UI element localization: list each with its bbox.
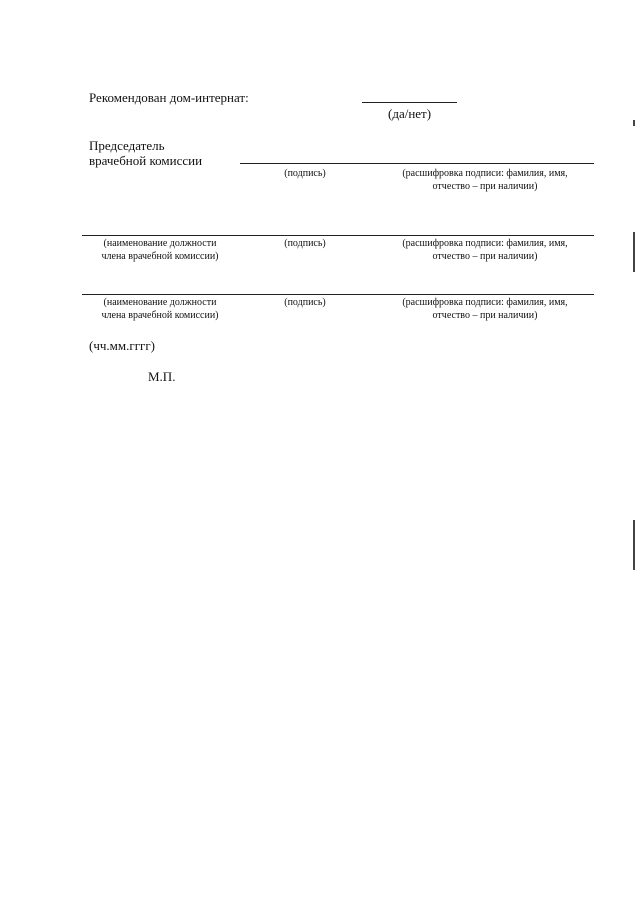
chairman-decode-caption-line2: отчество – при наличии): [432, 181, 538, 192]
stamp-place: М.П.: [148, 369, 176, 384]
recommend-label: Рекомендован дом-интернат:: [89, 90, 249, 105]
member-position-caption-line2: члена врачебной комиссии): [101, 310, 219, 321]
member-position-caption-line2: члена врачебной комиссии): [101, 251, 219, 262]
scan-edge-mark: [633, 232, 635, 272]
member-signature-line[interactable]: [82, 235, 594, 236]
scan-edge-mark: [633, 120, 635, 126]
member-signature-line[interactable]: [82, 294, 594, 295]
member-decode-caption-line2: отчество – при наличии): [432, 251, 538, 262]
member-position-caption-line1: (наименование должности: [103, 297, 217, 308]
member-signature-caption: (подпись): [284, 238, 326, 249]
chairman-signature-caption: (подпись): [284, 168, 326, 179]
member-decode-caption-line2: отчество – при наличии): [432, 310, 538, 321]
chairman-title-line1: Председатель: [89, 138, 165, 153]
chairman-decode-caption-line1: (расшифровка подписи: фамилия, имя,: [402, 168, 568, 179]
member-signature-caption: (подпись): [284, 297, 326, 308]
chairman-signature-line[interactable]: [240, 163, 594, 164]
member-position-caption-line1: (наименование должности: [103, 238, 217, 249]
recommend-answer-caption: (да/нет): [388, 106, 432, 121]
member-decode-caption-line1: (расшифровка подписи: фамилия, имя,: [402, 238, 568, 249]
recommend-answer-line[interactable]: [362, 102, 457, 103]
scan-edge-mark: [633, 520, 635, 570]
chairman-title-line2: врачебной комиссии: [89, 153, 203, 168]
date-format: (чч.мм.гггг): [89, 338, 156, 353]
member-decode-caption-line1: (расшифровка подписи: фамилия, имя,: [402, 297, 568, 308]
